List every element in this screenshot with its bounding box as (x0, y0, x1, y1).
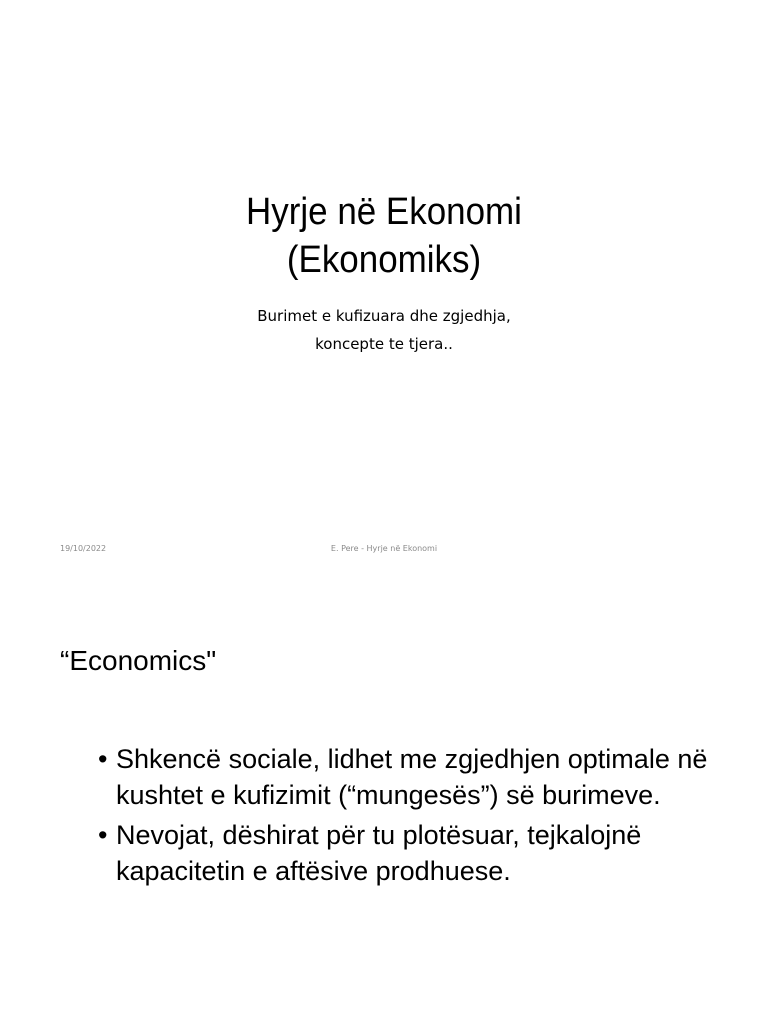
bullet-list (98, 741, 708, 893)
bullet-text: Shkencë sociale, lidhet me zgjedhjen optimale në kushtet e kufizimit (“mungesës”) së burimeve. (116, 744, 708, 810)
footer-author: E. Pere - Hyrje në Ekonomi (330, 544, 438, 553)
title-line-2: (Ekonomiks) (286, 239, 482, 281)
slide-heading: “Economics" (60, 645, 217, 676)
subtitle-line-1: Burimet e kufizuara dhe zgjedhja, (257, 307, 511, 325)
subtitle-line-2: koncepte te tjera.. (315, 335, 453, 353)
bullet-item (98, 817, 708, 889)
bullet-marker: • (98, 744, 108, 774)
footer-date: 19/10/2022 (60, 544, 107, 553)
content-slide (0, 576, 768, 1024)
bullet-item (98, 741, 708, 813)
title-line-1: Hyrje në Ekonomi (246, 191, 522, 233)
bullet-text: Nevojat, dëshirat për tu plotësuar, tejkalojnë kapacitetin e aftësive prodhuese. (116, 820, 642, 886)
slide-title (31, 188, 738, 284)
slide-subtitle (0, 302, 768, 358)
bullet-marker: • (98, 820, 108, 850)
